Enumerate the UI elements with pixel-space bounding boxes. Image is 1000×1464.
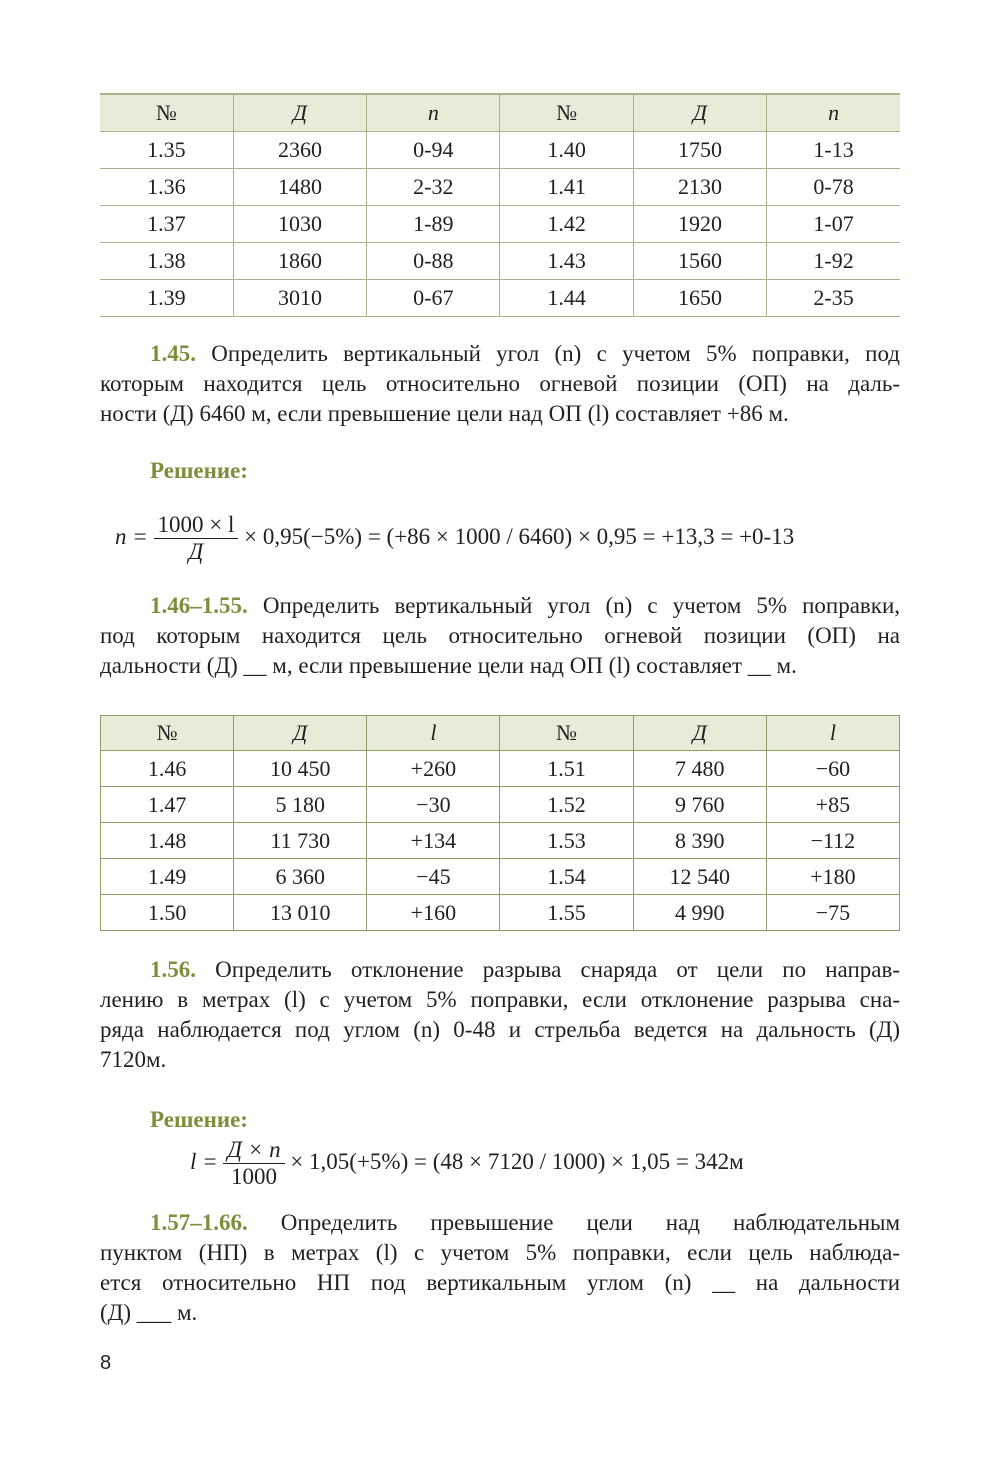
table-cell: 13 010 xyxy=(234,895,367,931)
formula-fraction xyxy=(223,1137,284,1190)
table-row xyxy=(101,895,900,931)
formula-lhs: l = xyxy=(190,1148,218,1174)
formula-factor: × 1,05(+5%) xyxy=(290,1148,409,1174)
table-cell: 11 730 xyxy=(234,823,367,859)
table-cell: 0-78 xyxy=(767,169,900,206)
table-row xyxy=(100,169,900,206)
problem-text-line: пунктом (НП) в метрах (l) с учетом 5% поправки, если цель наблюда- xyxy=(100,1240,900,1265)
problem-text-line: ности (Д) 6460 м, если превышение цели над ОП (l) составляет +86 м. xyxy=(100,401,789,426)
table-row xyxy=(101,787,900,823)
table-cell: 1.55 xyxy=(500,895,633,931)
table-cell: −112 xyxy=(766,823,899,859)
table-1-header-cell: n xyxy=(767,94,900,132)
problem-number: 1.57–1.66. xyxy=(150,1210,248,1235)
table-1-header-cell: Д xyxy=(633,94,766,132)
problem-number: 1.46–1.55. xyxy=(150,593,248,618)
table-row xyxy=(101,823,900,859)
table-cell: 2-35 xyxy=(767,280,900,317)
table-cell: 4 990 xyxy=(633,895,766,931)
formula-fraction xyxy=(154,512,239,565)
problem-text-line: (Д) ___ м. xyxy=(100,1300,198,1325)
table-cell: 1560 xyxy=(633,243,766,280)
table-2-header-cell: № xyxy=(101,716,234,751)
table-2-header-cell: l xyxy=(766,716,899,751)
table-row xyxy=(100,132,900,169)
table-cell: 1-07 xyxy=(767,206,900,243)
table-cell: 1.40 xyxy=(500,132,633,169)
table-cell: 10 450 xyxy=(234,751,367,787)
table-cell: 1.54 xyxy=(500,859,633,895)
problem-1-56 xyxy=(100,955,900,1075)
table-cell: 1.46 xyxy=(101,751,234,787)
problem-text-line: лению в метрах (l) с учетом 5% поправки, если отклонение разрыва сна- xyxy=(100,987,900,1012)
table-cell: −60 xyxy=(766,751,899,787)
table-cell: 0-67 xyxy=(367,280,500,317)
table-cell: +160 xyxy=(367,895,500,931)
table-cell: +180 xyxy=(766,859,899,895)
formula-rhs: = (+86 × 1000 / 6460) × 0,95 = +13,3 = +0-13 xyxy=(367,523,795,549)
table-cell: 1480 xyxy=(233,169,366,206)
table-cell: −45 xyxy=(367,859,500,895)
table-cell: 2130 xyxy=(633,169,766,206)
table-cell: 1-13 xyxy=(767,132,900,169)
formula-denominator: 1000 xyxy=(231,1164,277,1189)
table-cell: 1-92 xyxy=(767,243,900,280)
table-1-header-cell: № xyxy=(500,94,633,132)
table-cell: 0-94 xyxy=(367,132,500,169)
table-row xyxy=(100,206,900,243)
table-cell: 1.36 xyxy=(100,169,233,206)
table-cell: 8 390 xyxy=(633,823,766,859)
table-cell: 1.44 xyxy=(500,280,633,317)
table-cell: +260 xyxy=(367,751,500,787)
formula-numerator: 1000 × l xyxy=(154,512,239,539)
table-cell: 1.48 xyxy=(101,823,234,859)
table-cell: 5 180 xyxy=(234,787,367,823)
problem-number: 1.45. xyxy=(150,341,196,366)
problem-text-line: которым находится цель относительно огневой позиции (ОП) на даль- xyxy=(100,371,900,396)
table-cell: 1.52 xyxy=(500,787,633,823)
table-cell: 12 540 xyxy=(633,859,766,895)
problem-text-line: Определить вертикальный угол (n) с учетом 5% поправки, под xyxy=(211,341,900,366)
table-cell: 1.38 xyxy=(100,243,233,280)
formula-rhs: = (48 × 7120 / 1000) × 1,05 = 342м xyxy=(414,1148,744,1174)
table-2-header-cell: Д xyxy=(633,716,766,751)
solution-heading: Решение: xyxy=(150,458,248,483)
problem-text-line: Определить вертикальный угол (n) с учетом 5% поправки, xyxy=(262,593,901,618)
problem-text-line: дальности (Д) __ м, если превышение цели над ОП (l) составляет __ м. xyxy=(100,653,797,678)
table-cell: 1860 xyxy=(233,243,366,280)
table-cell: 2-32 xyxy=(367,169,500,206)
table-row xyxy=(100,280,900,317)
problem-text-line: 7120м. xyxy=(100,1047,167,1072)
table-cell: 1.42 xyxy=(500,206,633,243)
formula-1-56 xyxy=(190,1137,744,1190)
table-cell: −75 xyxy=(766,895,899,931)
table-row xyxy=(100,243,900,280)
problem-1-45 xyxy=(100,339,900,429)
table-2-header-cell: Д xyxy=(234,716,367,751)
problem-text-line: ется относительно НП под вертикальным углом (n) __ на дальности xyxy=(100,1270,900,1295)
table-2-header-row xyxy=(101,716,900,751)
table-1-header-row xyxy=(100,94,900,132)
table-cell: 1.43 xyxy=(500,243,633,280)
problem-text-line: Определить отклонение разрыва снаряда от цели по направ- xyxy=(215,957,900,982)
table-cell: +85 xyxy=(766,787,899,823)
table-cell: 7 480 xyxy=(633,751,766,787)
table-cell: 1750 xyxy=(633,132,766,169)
table-cell: 1030 xyxy=(233,206,366,243)
table-cell: 2360 xyxy=(233,132,366,169)
table-1-header-cell: n xyxy=(367,94,500,132)
table-cell: 1.41 xyxy=(500,169,633,206)
formula-factor: × 0,95(−5%) xyxy=(244,523,363,549)
table-cell: 1.50 xyxy=(101,895,234,931)
table-cell: 1.49 xyxy=(101,859,234,895)
problem-1-57-1-66 xyxy=(100,1208,900,1328)
formula-numerator: Д × n xyxy=(223,1137,284,1164)
page-number: 8 xyxy=(100,1352,112,1374)
table-cell: 9 760 xyxy=(633,787,766,823)
table-cell: 1.47 xyxy=(101,787,234,823)
table-cell: 1.53 xyxy=(500,823,633,859)
table-cell: 1650 xyxy=(633,280,766,317)
formula-denominator: Д xyxy=(188,539,204,564)
table-2-header-cell: l xyxy=(367,716,500,751)
problem-number: 1.56. xyxy=(150,957,196,982)
table-2-header-cell: № xyxy=(500,716,633,751)
table-2 xyxy=(100,715,900,931)
problem-text-line: под которым находится цель относительно огневой позиции (ОП) на xyxy=(100,623,900,648)
problem-1-46-1-55 xyxy=(100,591,900,681)
table-row xyxy=(101,859,900,895)
problem-text-line: Определить превышение цели над наблюдательным xyxy=(280,1210,901,1235)
table-cell: 6 360 xyxy=(234,859,367,895)
table-cell: 0-88 xyxy=(367,243,500,280)
solution-heading: Решение: xyxy=(150,1107,248,1132)
problem-text-line: ряда наблюдается под углом (n) 0-48 и стрельба ведется на дальность (Д) xyxy=(100,1017,900,1042)
formula-1-45 xyxy=(115,512,794,565)
table-1-header-cell: Д xyxy=(233,94,366,132)
table-1-header-cell: № xyxy=(100,94,233,132)
table-cell: 1.37 xyxy=(100,206,233,243)
table-cell: 1.39 xyxy=(100,280,233,317)
table-1 xyxy=(100,93,900,317)
formula-lhs: n = xyxy=(115,523,148,549)
table-row xyxy=(101,751,900,787)
table-cell: 1.51 xyxy=(500,751,633,787)
table-cell: 3010 xyxy=(233,280,366,317)
table-cell: −30 xyxy=(367,787,500,823)
table-cell: 1.35 xyxy=(100,132,233,169)
table-cell: 1-89 xyxy=(367,206,500,243)
table-cell: 1920 xyxy=(633,206,766,243)
table-cell: +134 xyxy=(367,823,500,859)
